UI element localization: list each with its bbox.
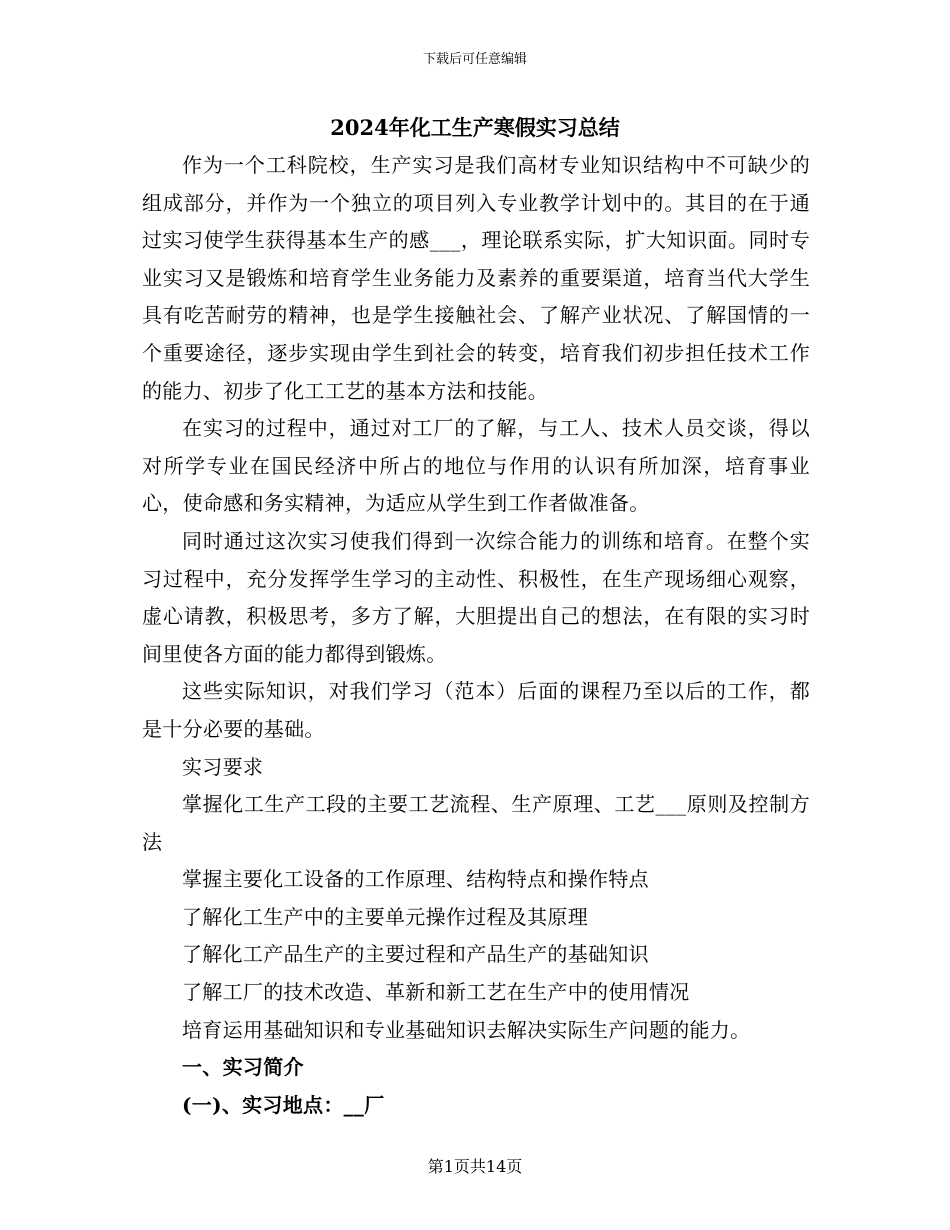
paragraph-intro: 作为一个工科院校，生产实习是我们高材专业知识结构中不可缺少的组成部分，并作为一个独立的项目列入专业教学计划中的。其目的在于通过实习使学生获得基本生产的感___，理论联系实际，扩大知识面。同时专业实习又是锻炼和培育学生业务能力及素养的重要渠道，培育当代大学生具有吃苦耐劳的精神，也是学生接触社会、了解产业状况、了解国情的一个重要途径，逐步实现由学生到社会的转变，培育我们初步担任技术工作的能力、初步了化工工艺的基本方法和技能。 [142, 153, 810, 403]
requirement-item: 了解化工产品生产的主要过程和产品生产的基础知识 [182, 942, 649, 967]
paragraph-process: 在实习的过程中，通过对工厂的了解，与工人、技术人员交谈，得以对所学专业在国民经济中所占的地位与作用的认识有所加深，培育事业心，使命感和务实精神，为适应从学生到工作者做准备。 [142, 416, 810, 516]
section-heading-internship-intro: 一、实习简介 [182, 1055, 304, 1080]
paragraph-requirements-label: 实习要求 [182, 754, 264, 779]
requirement-item: 培育运用基础知识和专业基础知识去解决实际生产问题的能力。 [182, 1017, 751, 1042]
requirement-item: 掌握化工生产工段的主要工艺流程、生产原理、工艺___原则及控制方法 [142, 792, 810, 854]
paragraph-foundation: 这些实际知识，对我们学习（范本）后面的课程乃至以后的工作，都是十分必要的基础。 [142, 679, 810, 741]
paragraph-training: 同时通过这次实习使我们得到一次综合能力的训练和培育。在整个实习过程中，充分发挥学生学习的主动性、积极性，在生产现场细心观察，虚心请教，积极思考，多方了解，大胆提出自己的想法，在有限的实习时间里使各方面的能力都得到锻炼。 [142, 528, 810, 666]
document-title: 2024年化工生产寒假实习总结 [330, 115, 620, 140]
page-header-note: 下载后可任意编辑 [422, 52, 527, 67]
subsection-heading-location: (一)、实习地点：__厂 [182, 1092, 385, 1117]
document-body [142, 147, 810, 1124]
page-number: 第1页共14页 [427, 1157, 523, 1176]
requirement-item: 掌握主要化工设备的工作原理、结构特点和操作特点 [182, 867, 649, 892]
requirement-item: 了解工厂的技术改造、革新和新工艺在生产中的使用情况 [182, 980, 690, 1005]
requirement-item: 了解化工生产中的主要单元操作过程及其原理 [182, 904, 588, 929]
